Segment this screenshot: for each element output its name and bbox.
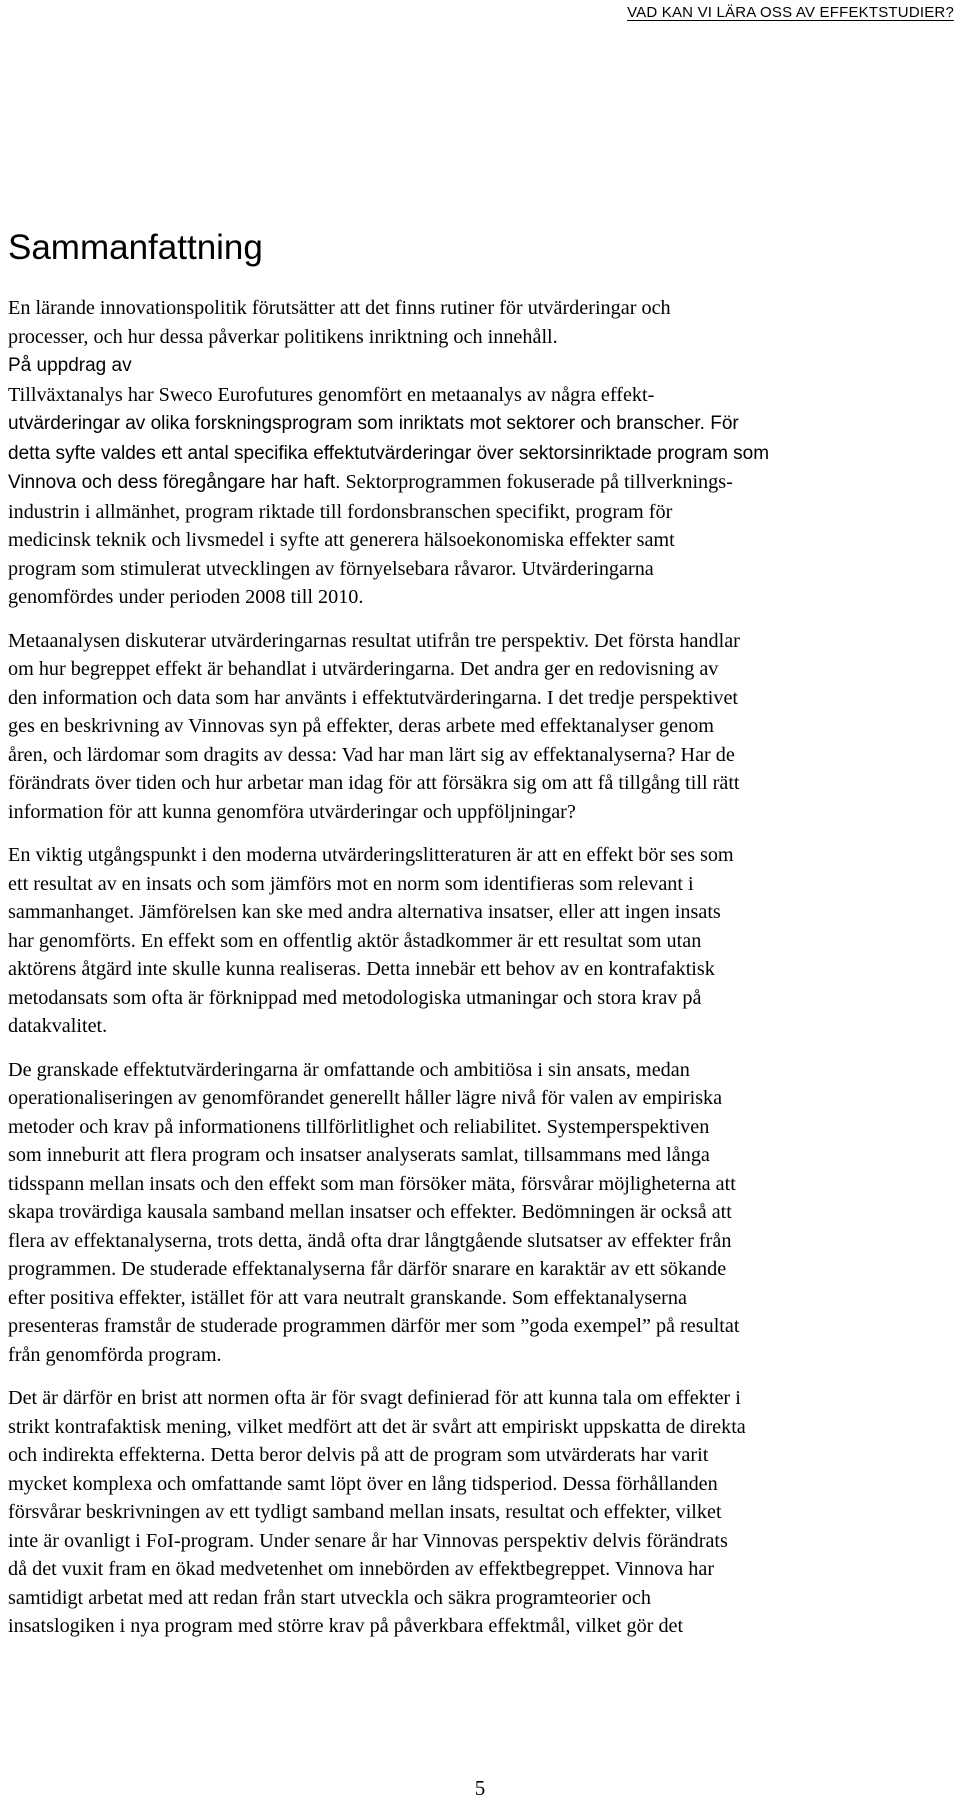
text-line [8, 955, 956, 984]
text-line [8, 583, 956, 612]
text-line [8, 870, 956, 899]
text-line [8, 741, 956, 770]
paragraph [8, 294, 956, 612]
text-run-sans: detta syfte valdes ett antal specifika effektutvärderingar över sektorsinriktade program som [8, 442, 770, 464]
section-heading: Sammanfattning [8, 228, 263, 267]
text-run: presenteras framstår de studerade programmen därför mer som ”goda exempel” på resultat [8, 1315, 740, 1337]
text-run: Metaanalysen diskuterar utvärderingarnas resultat utifrån tre perspektiv. Det första handlar [8, 629, 740, 652]
text-run: medicinsk teknik och livsmedel i syfte att generera hälsoekonomiska effekter samt [8, 529, 675, 551]
text-line [8, 1470, 956, 1499]
text-run: En lärande innovationspolitik förutsätter att det finns rutiner för utvärderingar och [8, 297, 671, 319]
text-run: åren, och lärdomar som dragits av dessa: Vad har man lärt sig av effektanalyserna? Har de [8, 743, 735, 766]
text-line [8, 1341, 956, 1370]
text-run: processer, och hur dessa påverkar politikens inriktning och innehåll. [8, 325, 558, 348]
page-number: 5 [474, 1776, 486, 1800]
summary-body [8, 294, 956, 1656]
text-line [8, 1527, 956, 1556]
text-run: om hur begreppet effekt är behandlat i utvärderingarna. Det andra ger en redovisning av [8, 658, 719, 680]
text-line [8, 1413, 956, 1442]
text-run-sans: På uppdrag av [8, 355, 132, 376]
text-run: då det vuxit fram en ökad medvetenhet om innebörden av effektbegreppet. Vinnova har [8, 1558, 715, 1580]
paragraph [8, 627, 956, 827]
text-line [8, 769, 956, 798]
text-line [8, 1084, 956, 1113]
text-run: flera av effektanalyserna, trots detta, ändå ofta drar långtgående slutsatser av effekter från [8, 1229, 732, 1252]
text-line [8, 1198, 956, 1227]
text-run-sans: Vinnova och dess föregångare har haft. [8, 472, 341, 493]
text-line [8, 1113, 956, 1142]
text-line [8, 381, 956, 410]
text-run: inte är ovanligt i FoI-program. Under senare år har Vinnovas perspektiv delvis förändrats [8, 1529, 728, 1552]
text-line [8, 798, 956, 827]
text-line [8, 1584, 956, 1613]
text-run: samtidigt arbetat med att redan från start utveckla och säkra programteorier och [8, 1586, 651, 1609]
text-line [8, 1227, 956, 1256]
text-run: Tillväxtanalys har Sweco Eurofutures genomfört en metaanalys av några effekt- [8, 383, 655, 406]
text-run: De granskade effektutvärderingarna är omfattande och ambitiösa i sin ansats, medan [8, 1058, 690, 1081]
text-run: skapa trovärdiga kausala samband mellan insatser och effekter. Bedömningen är också att [8, 1201, 732, 1223]
text-line [8, 498, 956, 527]
paragraph [8, 841, 956, 1041]
text-line [8, 1555, 956, 1584]
text-run: förändrats över tiden och hur arbetar man idag för att försäkra sig om att få tillgång till rätt [8, 772, 740, 794]
text-run: Sektorprogrammen fokuserade på tillverknings- [340, 471, 733, 493]
text-run-sans: utvärderingar av olika forskningsprogram som inriktats mot sektorer och branscher. För [8, 413, 739, 434]
text-line [8, 1255, 956, 1284]
text-run: metoder och krav på informationens tillförlitlighet och reliabilitet. Systemperspektiven [8, 1115, 710, 1138]
text-line [8, 984, 956, 1013]
text-line [8, 712, 956, 741]
text-run: genomfördes under perioden 2008 till 2010. [8, 586, 364, 608]
text-run: ges en beskrivning av Vinnovas syn på effekter, deras arbete med effektanalyser genom [8, 715, 714, 737]
text-run: som inneburit att flera program och insatser analyserats samlat, tillsammans med långa [8, 1144, 710, 1166]
text-run: försvårar beskrivningen av ett tydligt samband mellan insats, resultat och effekter, vilket [8, 1501, 722, 1523]
text-run: har genomförts. En effekt som en offentlig aktör åstadkommer är ett resultat som utan [8, 929, 702, 952]
text-line [8, 927, 956, 956]
text-line [8, 468, 956, 498]
text-run: från genomförda program. [8, 1343, 222, 1366]
running-header: VAD KAN VI LÄRA OSS AV EFFEKTSTUDIER? [627, 4, 954, 21]
text-line [8, 898, 956, 927]
text-run: Det är därför en brist att normen ofta är för svagt definierad för att kunna tala om effekter i [8, 1387, 741, 1409]
paragraph [8, 1384, 956, 1641]
text-line [8, 439, 956, 469]
text-run: programmen. De studerade effektanalyserna får därför snarare en karaktär av ett sökande [8, 1258, 727, 1280]
text-run: program som stimulerat utvecklingen av förnyelsebara råvaror. Utvärderingarna [8, 557, 654, 580]
text-run: information för att kunna genomföra utvärderingar och uppföljningar? [8, 800, 576, 823]
text-run: sammanhanget. Jämförelsen kan ske med andra alternativa insatser, eller att ingen insats [8, 901, 721, 923]
text-run: tidsspann mellan insats och den effekt som man försöker mäta, försvårar möjligheterna att [8, 1172, 736, 1195]
text-run: ett resultat av en insats och som jämförs mot en norm som identifieras som relevant i [8, 872, 694, 895]
paragraph [8, 1056, 956, 1370]
text-run: metodansats som ofta är förknippad med metodologiska utmaningar och stora krav på [8, 986, 702, 1009]
text-line [8, 1312, 956, 1341]
text-run: och indirekta effekterna. Detta beror delvis på att de program som utvärderats har varit [8, 1444, 709, 1466]
text-line [8, 841, 956, 870]
text-line [8, 1498, 956, 1527]
text-line [8, 1056, 956, 1085]
text-line [8, 1612, 956, 1641]
text-line [8, 1012, 956, 1041]
text-run: den information och data som har använts i effektutvärderingarna. I det tredje perspektivet [8, 686, 739, 709]
text-line [8, 323, 956, 352]
text-run: strikt kontrafaktisk mening, vilket medfört att det är svårt att empiriskt uppskatta de direkta [8, 1415, 746, 1438]
text-run: industrin i allmänhet, program riktade till fordonsbranschen specifikt, program för [8, 500, 673, 523]
text-run: datakvalitet. [8, 1015, 108, 1037]
text-run: operationaliseringen av genomförandet generellt håller lägre nivå för valen av empiriska [8, 1087, 723, 1109]
text-run: aktörens åtgärd inte skulle kunna realiseras. Detta innebär ett behov av en kontrafaktisk [8, 958, 715, 980]
text-run: mycket komplexa och omfattande samt löpt över en lång tidsperiod. Dessa förhållanden [8, 1472, 718, 1495]
text-run: insatslogiken i nya program med större krav på påverkbara effektmål, vilket gör det [8, 1615, 684, 1637]
text-line [8, 1141, 956, 1170]
text-line [8, 294, 956, 323]
text-run: En viktig utgångspunkt i den moderna utvärderingslitteraturen är att en effekt bör ses som [8, 844, 734, 866]
text-line [8, 409, 956, 439]
text-line [8, 555, 956, 584]
text-line [8, 627, 956, 656]
text-line [8, 684, 956, 713]
text-line [8, 1284, 956, 1313]
text-line [8, 1170, 956, 1199]
text-line [8, 655, 956, 684]
text-run: efter positiva effekter, istället för att vara neutralt granskande. Som effektanalyserna [8, 1286, 687, 1309]
text-line [8, 526, 956, 555]
text-line [8, 351, 956, 381]
text-line [8, 1384, 956, 1413]
text-line [8, 1441, 956, 1470]
